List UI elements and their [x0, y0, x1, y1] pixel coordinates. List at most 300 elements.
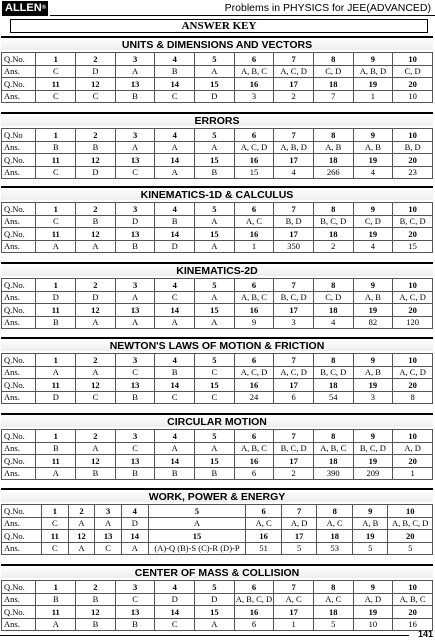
- row-label: Q.No: [2, 129, 36, 142]
- question-number: 15: [195, 455, 235, 468]
- answer-cell: A, C, D: [393, 291, 433, 304]
- answer-cell: B, C, D: [353, 442, 393, 455]
- answer-cell: A, D: [353, 593, 393, 606]
- answer-cell: 6: [234, 467, 274, 480]
- question-number: 9: [353, 53, 393, 66]
- question-number-row: [2, 203, 433, 216]
- answer-cell: D: [195, 593, 235, 606]
- question-number: 14: [155, 379, 195, 392]
- answer-cell: A, C, D: [274, 65, 314, 78]
- question-number: 13: [95, 530, 122, 543]
- answer-cell: C, D: [393, 65, 433, 78]
- answer-table: [1, 128, 433, 179]
- question-number: 3: [115, 53, 155, 66]
- answer-cell: C: [36, 166, 76, 179]
- answer-cell: A: [76, 442, 116, 455]
- question-number: 11: [36, 228, 76, 241]
- question-number: 5: [195, 430, 235, 443]
- row-label: Ans.: [2, 90, 36, 103]
- question-number: 19: [353, 228, 393, 241]
- answer-table: [1, 52, 433, 103]
- question-number: 12: [76, 304, 116, 317]
- question-number-row: [2, 129, 433, 142]
- answer-cell: A, C: [234, 215, 274, 228]
- question-number: 5: [195, 581, 235, 594]
- answer-cell: B, C, D: [313, 366, 353, 379]
- answer-section: [1, 36, 433, 103]
- question-number-row: [2, 78, 433, 91]
- question-number: 9: [353, 430, 393, 443]
- question-number: 6: [234, 430, 274, 443]
- row-label: Ans.: [2, 391, 36, 404]
- question-number: 19: [353, 154, 393, 167]
- answer-cell: B: [155, 65, 195, 78]
- question-number: 13: [115, 304, 155, 317]
- answer-section: [1, 262, 433, 329]
- answer-cell: 9: [234, 316, 274, 329]
- row-label: Q.No.: [2, 581, 36, 594]
- question-number: 12: [76, 455, 116, 468]
- question-number-row: [2, 279, 433, 292]
- answer-row: [2, 442, 433, 455]
- answer-cell: A, B, C: [313, 442, 353, 455]
- answer-cell: A: [115, 65, 155, 78]
- answer-cell: A, B: [353, 366, 393, 379]
- question-number: 20: [393, 606, 433, 619]
- answer-cell: A, B, C, D: [388, 517, 433, 530]
- answer-cell: A, B, C: [234, 442, 274, 455]
- question-number: 16: [246, 530, 282, 543]
- question-number: 12: [68, 530, 95, 543]
- question-number: 8: [313, 129, 353, 142]
- answer-cell: B, D: [393, 141, 433, 154]
- question-number: 7: [274, 581, 314, 594]
- answer-cell: A: [155, 141, 195, 154]
- answer-cell: C: [195, 391, 235, 404]
- answer-cell: A: [95, 517, 122, 530]
- answer-cell: B: [36, 442, 76, 455]
- answer-cell: A, B, C: [393, 593, 433, 606]
- allen-logo: ALLEN®: [2, 1, 48, 16]
- answer-cell: A, B, D: [353, 65, 393, 78]
- question-number: 2: [76, 129, 116, 142]
- question-number: 12: [76, 78, 116, 91]
- answer-cell: 51: [246, 542, 282, 555]
- question-number: 16: [234, 455, 274, 468]
- answer-cell: B: [155, 215, 195, 228]
- answer-cell: B: [115, 90, 155, 103]
- answer-cell: 5: [313, 618, 353, 631]
- book-title: Problems in PHYSICS for JEE(ADVANCED): [224, 2, 431, 14]
- question-number: 11: [36, 78, 76, 91]
- row-label: Ans.: [2, 366, 36, 379]
- question-number: 15: [195, 228, 235, 241]
- question-number: 8: [313, 430, 353, 443]
- answer-cell: A: [36, 366, 76, 379]
- answer-section: [1, 564, 433, 631]
- answer-cell: C: [195, 366, 235, 379]
- question-number: 20: [388, 530, 433, 543]
- question-number: 7: [274, 430, 314, 443]
- question-number: 13: [115, 606, 155, 619]
- question-number: 20: [393, 78, 433, 91]
- row-label: Q.No.: [2, 455, 36, 468]
- question-number: 18: [313, 154, 353, 167]
- question-number: 5: [195, 279, 235, 292]
- answer-row: [2, 467, 433, 480]
- question-number-row: [2, 505, 433, 518]
- answer-cell: A, D: [281, 517, 317, 530]
- answer-cell: D: [36, 391, 76, 404]
- answer-cell: C: [41, 517, 68, 530]
- question-number: 17: [274, 154, 314, 167]
- answer-cell: 4: [353, 166, 393, 179]
- answer-cell: B: [195, 467, 235, 480]
- row-label: Ans.: [2, 215, 36, 228]
- question-number: 7: [274, 129, 314, 142]
- answer-cell: A, B, D: [274, 141, 314, 154]
- answer-cell: 1: [353, 90, 393, 103]
- question-number: 6: [234, 203, 274, 216]
- page-header: [0, 0, 435, 18]
- question-number: 2: [76, 203, 116, 216]
- question-number: 18: [313, 304, 353, 317]
- answer-cell: A: [195, 618, 235, 631]
- question-number: 7: [274, 203, 314, 216]
- question-number: 12: [76, 606, 116, 619]
- answer-cell: 10: [353, 618, 393, 631]
- answer-row: [2, 316, 433, 329]
- answer-cell: C: [115, 366, 155, 379]
- question-number: 18: [313, 455, 353, 468]
- row-label: Ans.: [2, 166, 36, 179]
- question-number: 14: [155, 304, 195, 317]
- row-label: Q.No.: [2, 53, 36, 66]
- row-label: Q.No.: [2, 154, 36, 167]
- question-number: 1: [36, 203, 76, 216]
- answer-cell: 6: [234, 618, 274, 631]
- answer-cell: A, B, C: [234, 65, 274, 78]
- question-number: 11: [36, 154, 76, 167]
- question-number: 15: [148, 530, 246, 543]
- answer-cell: 2: [313, 240, 353, 253]
- answer-cell: A, C: [313, 593, 353, 606]
- answer-cell: A, D: [393, 442, 433, 455]
- answer-cell: D: [155, 593, 195, 606]
- question-number: 3: [115, 279, 155, 292]
- answer-cell: 54: [313, 391, 353, 404]
- section-title: CENTER OF MASS & COLLISION: [1, 564, 433, 578]
- question-number-row: [2, 379, 433, 392]
- question-number: 2: [76, 430, 116, 443]
- question-number-row: [2, 606, 433, 619]
- answer-cell: 120: [393, 316, 433, 329]
- answer-cell: A: [155, 316, 195, 329]
- question-number: 9: [353, 354, 393, 367]
- question-number: 1: [36, 279, 76, 292]
- row-label: Ans.: [2, 542, 42, 555]
- answer-cell: D: [121, 517, 148, 530]
- answer-table: [1, 202, 433, 253]
- answer-cell: D: [155, 240, 195, 253]
- answer-key-heading: ANSWER KEY: [10, 19, 428, 33]
- question-number-row: [2, 354, 433, 367]
- question-number: 9: [353, 203, 393, 216]
- answer-cell: A: [148, 517, 246, 530]
- question-number: 14: [155, 228, 195, 241]
- question-number: 1: [36, 430, 76, 443]
- question-number: 14: [121, 530, 148, 543]
- row-label: Q.No.: [2, 203, 36, 216]
- question-number: 13: [115, 455, 155, 468]
- answer-cell: A: [195, 65, 235, 78]
- row-label: Ans.: [2, 593, 36, 606]
- row-label: Ans.: [2, 316, 36, 329]
- answer-cell: A, B: [313, 141, 353, 154]
- question-number: 7: [274, 279, 314, 292]
- question-number: 19: [352, 530, 388, 543]
- answer-cell: 16: [393, 618, 433, 631]
- answer-cell: 1: [234, 240, 274, 253]
- question-number: 5: [195, 53, 235, 66]
- row-label: Q.No.: [2, 279, 36, 292]
- section-title: CIRCULAR MOTION: [1, 413, 433, 427]
- answer-cell: B: [76, 467, 116, 480]
- question-number: 3: [115, 203, 155, 216]
- answer-cell: A: [68, 517, 95, 530]
- question-number: 5: [148, 505, 246, 518]
- question-number: 16: [234, 606, 274, 619]
- answer-cell: C: [36, 215, 76, 228]
- question-number: 15: [195, 78, 235, 91]
- question-number: 8: [313, 203, 353, 216]
- answer-cell: A, B, C, D: [235, 594, 273, 605]
- answer-cell: C: [115, 593, 155, 606]
- answer-cell: A, C, D: [234, 366, 274, 379]
- answer-section: [1, 488, 433, 555]
- question-number: 4: [155, 354, 195, 367]
- question-number: 3: [115, 354, 155, 367]
- answer-cell: A: [195, 316, 235, 329]
- question-number: 13: [115, 228, 155, 241]
- answer-cell: B, C, D: [274, 442, 314, 455]
- answer-cell: B: [155, 467, 195, 480]
- answer-cell: 8: [393, 391, 433, 404]
- question-number-row: [2, 430, 433, 443]
- question-number: 1: [41, 505, 68, 518]
- answer-cell: A, C, D: [274, 366, 314, 379]
- question-number: 2: [76, 53, 116, 66]
- answer-cell: 4: [313, 316, 353, 329]
- answer-cell: B, D: [274, 215, 314, 228]
- answer-table: [1, 580, 433, 631]
- row-label: Q.No.: [2, 379, 36, 392]
- question-number: 9: [353, 581, 393, 594]
- answer-cell: A, C: [317, 517, 353, 530]
- row-label: Ans.: [2, 442, 36, 455]
- question-number: 7: [281, 505, 317, 518]
- question-number: 17: [274, 455, 314, 468]
- row-label: Ans.: [2, 141, 36, 154]
- answer-cell: C: [76, 391, 116, 404]
- answer-cell: B, C, D: [313, 215, 353, 228]
- answer-cell: B: [36, 141, 76, 154]
- answer-cell: 7: [313, 90, 353, 103]
- answer-cell: 3: [353, 391, 393, 404]
- answer-cell: D: [76, 166, 116, 179]
- answer-cell: B: [76, 215, 116, 228]
- answer-cell: C: [95, 542, 122, 555]
- question-number: 17: [274, 379, 314, 392]
- question-number: 10: [393, 430, 433, 443]
- question-number: 19: [353, 304, 393, 317]
- answer-cell: D: [115, 215, 155, 228]
- question-number: 12: [76, 228, 116, 241]
- answer-cell: 5: [281, 542, 317, 555]
- answer-table: [1, 504, 433, 555]
- answer-cell: C, D: [353, 215, 393, 228]
- answer-cell: 390: [313, 467, 353, 480]
- answer-table: [1, 429, 433, 480]
- question-number: 4: [155, 581, 195, 594]
- question-number: 17: [274, 228, 314, 241]
- answer-cell: 15: [234, 166, 274, 179]
- question-number: 16: [234, 379, 274, 392]
- answer-cell: B: [155, 366, 195, 379]
- row-label: Q.No.: [2, 228, 36, 241]
- section-title: UNITS & DIMENSIONS AND VECTORS: [1, 36, 433, 50]
- section-title: KINEMATICS-2D: [1, 262, 433, 276]
- question-number: 17: [281, 530, 317, 543]
- answer-cell: 1: [393, 467, 433, 480]
- row-label: Ans.: [2, 291, 36, 304]
- answer-cell: 209: [353, 467, 393, 480]
- question-number: 20: [393, 304, 433, 317]
- question-number: 2: [76, 279, 116, 292]
- question-number: 1: [36, 129, 76, 142]
- question-number: 9: [353, 129, 393, 142]
- question-number-row: [2, 53, 433, 66]
- row-label: Q.No.: [2, 505, 42, 518]
- question-number: 18: [313, 228, 353, 241]
- answer-cell: C: [115, 166, 155, 179]
- answer-cell: B: [195, 166, 235, 179]
- question-number: 10: [388, 505, 433, 518]
- question-number: 4: [155, 430, 195, 443]
- answer-cell: C, D: [313, 291, 353, 304]
- answer-cell: A: [195, 141, 235, 154]
- answer-row: [2, 618, 433, 631]
- question-number: 1: [36, 581, 76, 594]
- question-number: 19: [353, 455, 393, 468]
- answer-cell: 5: [388, 542, 433, 555]
- answer-row: [2, 291, 433, 304]
- answer-cell: A: [36, 618, 76, 631]
- answer-cell: C: [155, 90, 195, 103]
- question-number: 11: [36, 455, 76, 468]
- answer-cell: 1: [274, 618, 314, 631]
- answer-row: [2, 141, 433, 154]
- question-number: 19: [353, 78, 393, 91]
- answer-cell: A, B: [353, 291, 393, 304]
- answer-cell: B: [36, 316, 76, 329]
- question-number: 9: [352, 505, 388, 518]
- question-number-row: [2, 228, 433, 241]
- row-label: Ans.: [2, 65, 36, 78]
- answer-cell: C: [155, 391, 195, 404]
- question-number: 18: [317, 530, 353, 543]
- answer-cell: A, B: [353, 141, 393, 154]
- question-number: 20: [393, 379, 433, 392]
- question-number: 5: [195, 129, 235, 142]
- answer-cell: 53: [317, 542, 353, 555]
- question-number: 11: [36, 379, 76, 392]
- question-number: 4: [155, 53, 195, 66]
- answer-cell: C: [41, 542, 68, 555]
- answer-cell: B: [115, 618, 155, 631]
- answer-cell: C: [155, 291, 195, 304]
- question-number: 17: [274, 606, 314, 619]
- question-number: 7: [274, 53, 314, 66]
- answer-cell: B: [115, 467, 155, 480]
- question-number: 14: [155, 606, 195, 619]
- answer-cell: B: [36, 593, 76, 606]
- question-number-row: [2, 304, 433, 317]
- question-number: 10: [393, 53, 433, 66]
- answer-cell: A: [115, 141, 155, 154]
- answer-cell: C, D: [313, 65, 353, 78]
- answer-cell: 350: [274, 240, 314, 253]
- answer-table: [1, 278, 433, 329]
- question-number: 18: [313, 379, 353, 392]
- question-number: 6: [234, 354, 274, 367]
- row-label: Q.No.: [2, 606, 36, 619]
- answer-row: [2, 166, 433, 179]
- answer-cell: A, C, D: [234, 141, 274, 154]
- question-number: 18: [313, 606, 353, 619]
- question-number: 20: [393, 154, 433, 167]
- question-number: 12: [76, 379, 116, 392]
- answer-cell: 15: [393, 240, 433, 253]
- question-number: 4: [121, 505, 148, 518]
- question-number: 16: [234, 304, 274, 317]
- answer-cell: A, C: [246, 517, 282, 530]
- answer-cell: B: [76, 618, 116, 631]
- answer-cell: C: [36, 65, 76, 78]
- answer-cell: C: [36, 90, 76, 103]
- answer-row: [2, 391, 433, 404]
- answer-cell: D: [76, 65, 116, 78]
- question-number: 3: [115, 430, 155, 443]
- question-number: 9: [353, 279, 393, 292]
- answer-cell: A, B, C: [234, 291, 274, 304]
- section-title: KINEMATICS-1D & CALCULUS: [1, 186, 433, 200]
- question-number: 2: [68, 505, 95, 518]
- answer-section: [1, 413, 433, 480]
- row-label: Q.No.: [2, 78, 36, 91]
- row-label: Q.No.: [2, 430, 36, 443]
- answer-table: [1, 353, 433, 404]
- answer-section: [1, 112, 433, 179]
- question-number: 8: [313, 354, 353, 367]
- answer-cell: A: [76, 240, 116, 253]
- question-number: 1: [36, 354, 76, 367]
- question-number: 10: [393, 354, 433, 367]
- answer-cell: D: [36, 291, 76, 304]
- question-number: 16: [234, 78, 274, 91]
- answer-cell: 2: [274, 467, 314, 480]
- answer-cell: 2: [274, 90, 314, 103]
